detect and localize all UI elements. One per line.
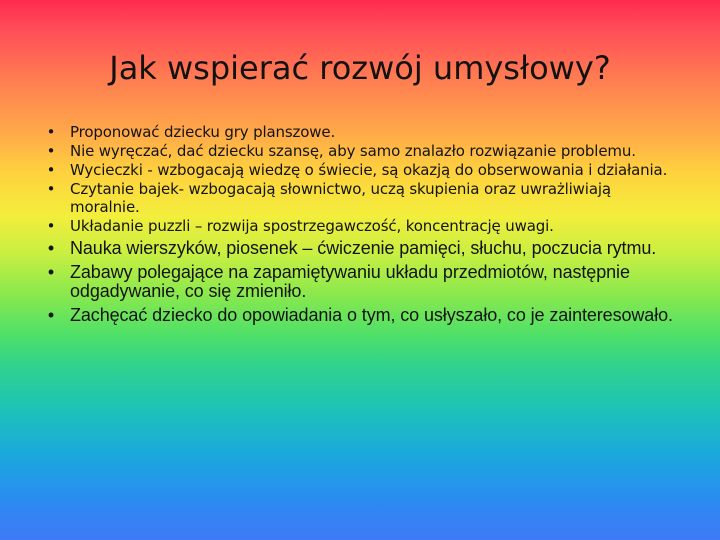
bullet-icon: •: [47, 238, 55, 258]
list-item-text: Nie wyręczać, dać dziecku szansę, aby samo znalazło rozwiązanie problemu.: [70, 142, 636, 160]
bullet-icon: •: [46, 161, 56, 179]
list-item: [44, 263, 684, 302]
bullet-icon: •: [47, 261, 55, 282]
list-item: [44, 239, 684, 259]
bullet-icon: •: [46, 142, 56, 160]
list-item: [44, 142, 684, 160]
list-item: [44, 161, 684, 179]
bullet-icon: •: [46, 180, 56, 198]
list-item-text: Układanie puzzli – rozwija spostrzegawczość, koncentrację uwagi.: [70, 217, 554, 235]
list-item: [44, 306, 684, 326]
list-item-text: Wycieczki - wzbogacają wiedzę o świecie, są okazją do obserwowania i działania.: [70, 161, 668, 179]
list-item-text: Czytanie bajek- wzbogacają słownictwo, uczą skupienia oraz uwrażliwiają moralnie.: [70, 180, 611, 216]
list-item-text: Nauka wierszyków, piosenek – ćwiczenie pamięci, słuchu, poczucia rytmu.: [70, 238, 657, 258]
list-item: [44, 217, 684, 235]
bullet-icon: •: [47, 304, 55, 325]
list-item-text: Zachęcać dziecko do opowiadania o tym, co usłyszało, co je zainteresowało.: [70, 304, 673, 325]
list-item: [44, 180, 684, 216]
list-item: [44, 123, 684, 141]
list-item-text: Proponować dziecku gry planszowe.: [70, 123, 336, 141]
bullet-icon: •: [46, 123, 56, 141]
slide-title: Jak wspierać rozwój umysłowy?: [109, 49, 611, 87]
bullet-icon: •: [46, 217, 56, 235]
list-item-text: Zabawy polegające na zapamiętywaniu układu przedmiotów, następnie odgadywanie, co się zmieniło.: [70, 261, 630, 301]
bullet-list: [44, 123, 684, 325]
